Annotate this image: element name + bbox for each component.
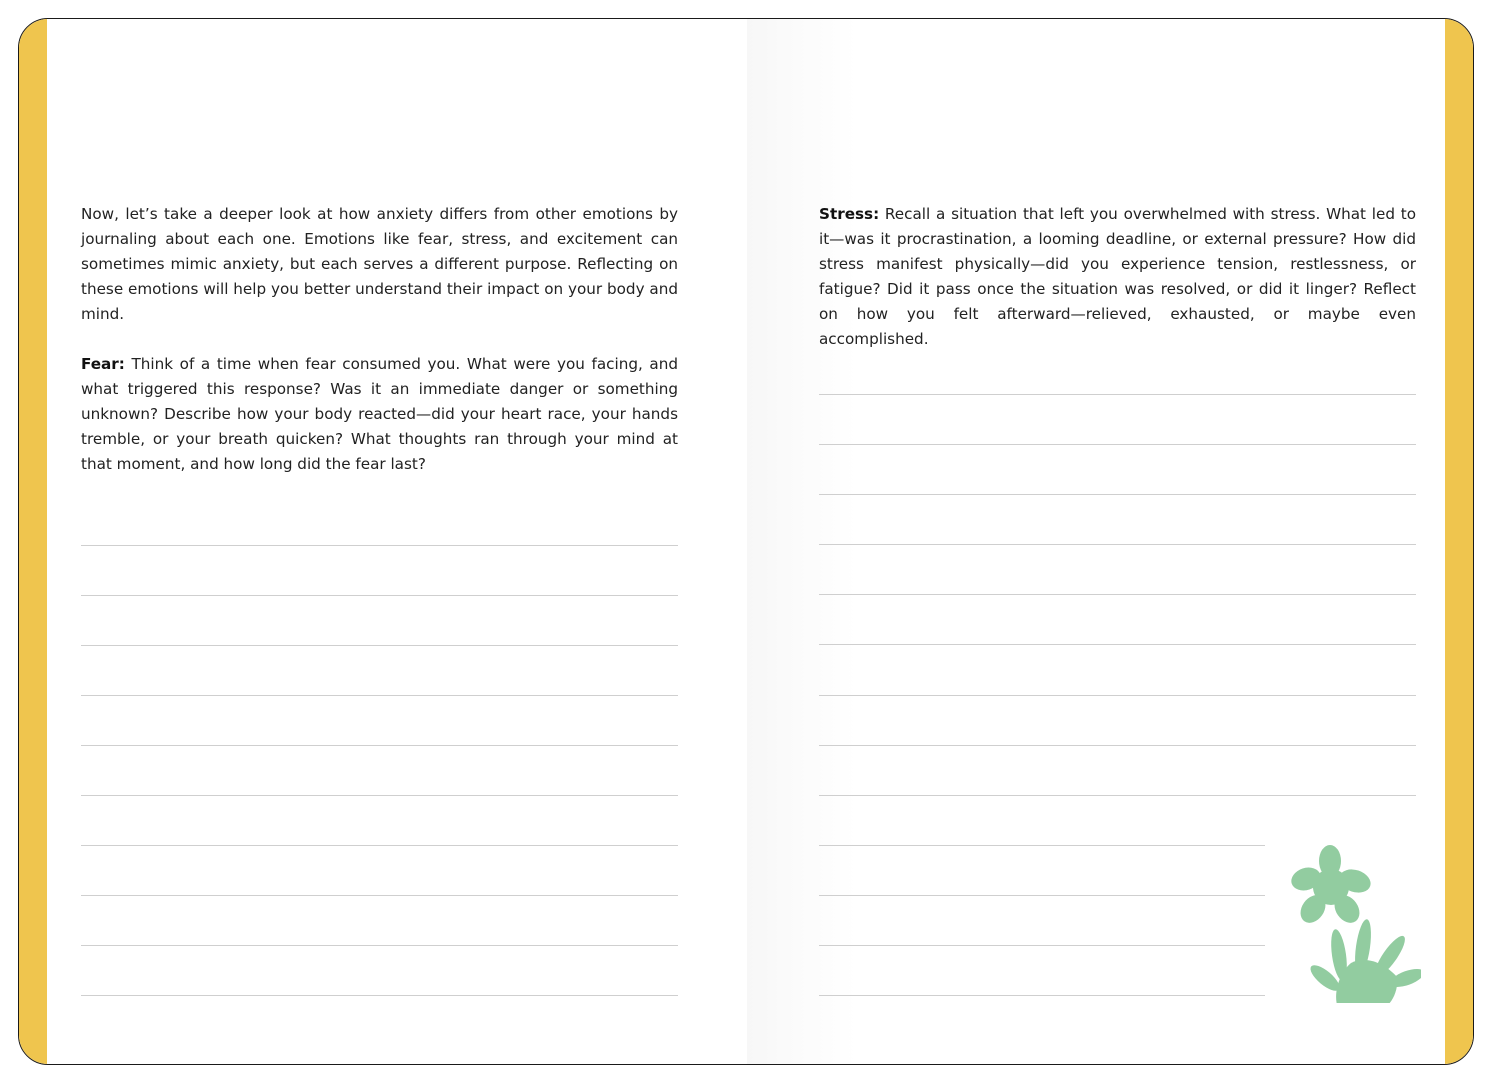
left-page <box>47 19 747 1064</box>
right-page-edge <box>1445 19 1473 1064</box>
writing-line[interactable] <box>81 795 678 796</box>
writing-line[interactable] <box>81 595 678 596</box>
writing-line[interactable] <box>819 644 1416 645</box>
fear-label: Fear: <box>81 355 125 373</box>
writing-line[interactable] <box>819 444 1416 445</box>
writing-line[interactable] <box>819 795 1416 796</box>
writing-line[interactable] <box>819 695 1416 696</box>
writing-line[interactable] <box>81 945 678 946</box>
fear-prompt <box>81 352 678 477</box>
stress-label: Stress: <box>819 205 880 223</box>
writing-line[interactable] <box>81 845 678 846</box>
stress-text: Recall a situation that left you overwhelmed with stress. What led to it—was it procrastination, a looming deadline, or external pressure? How did stress manifest physically—did you experience tension, restlessness, or fatigue? Did it pass once the situation was resolved, or did it linger? Reflect on how you felt afterward—relieved, exhausted, or maybe even accomplished. <box>819 205 1416 348</box>
writing-line[interactable] <box>81 745 678 746</box>
writing-line[interactable] <box>81 695 678 696</box>
writing-line[interactable] <box>819 544 1416 545</box>
leaf-icon <box>1307 918 1421 1003</box>
writing-line[interactable] <box>819 845 1265 846</box>
writing-line[interactable] <box>81 645 678 646</box>
stress-prompt <box>819 202 1416 352</box>
writing-line[interactable] <box>81 995 678 996</box>
decoration <box>1289 843 1421 1003</box>
fear-text: Think of a time when fear consumed you. What were you facing, and what triggered this response? Was it an immediate danger or something unknown? Describe how your body reacted—did your heart race, your hands tremble, or your breath quicken? What thoughts ran through your mind at that moment, and how long did the fear last? <box>81 355 679 473</box>
writing-line[interactable] <box>819 745 1416 746</box>
writing-line[interactable] <box>819 494 1416 495</box>
writing-line[interactable] <box>81 895 678 896</box>
writing-line[interactable] <box>819 394 1416 395</box>
journal-spread <box>18 18 1474 1065</box>
intro-paragraph <box>81 202 678 327</box>
intro-text: Now, let’s take a deeper look at how anxiety differs from other emotions by journaling about each one. Emotions like fear, stress, and excitement can sometimes mimic anxiety, but each serves a different purpose. Reflecting on these emotions will help you better understand their impact on your body and mind. <box>81 205 678 323</box>
writing-line[interactable] <box>819 594 1416 595</box>
writing-line[interactable] <box>819 895 1265 896</box>
writing-line[interactable] <box>819 945 1265 946</box>
writing-line[interactable] <box>81 545 678 546</box>
writing-line[interactable] <box>819 995 1265 996</box>
flower-icon <box>1289 845 1374 928</box>
left-page-edge <box>19 19 47 1064</box>
